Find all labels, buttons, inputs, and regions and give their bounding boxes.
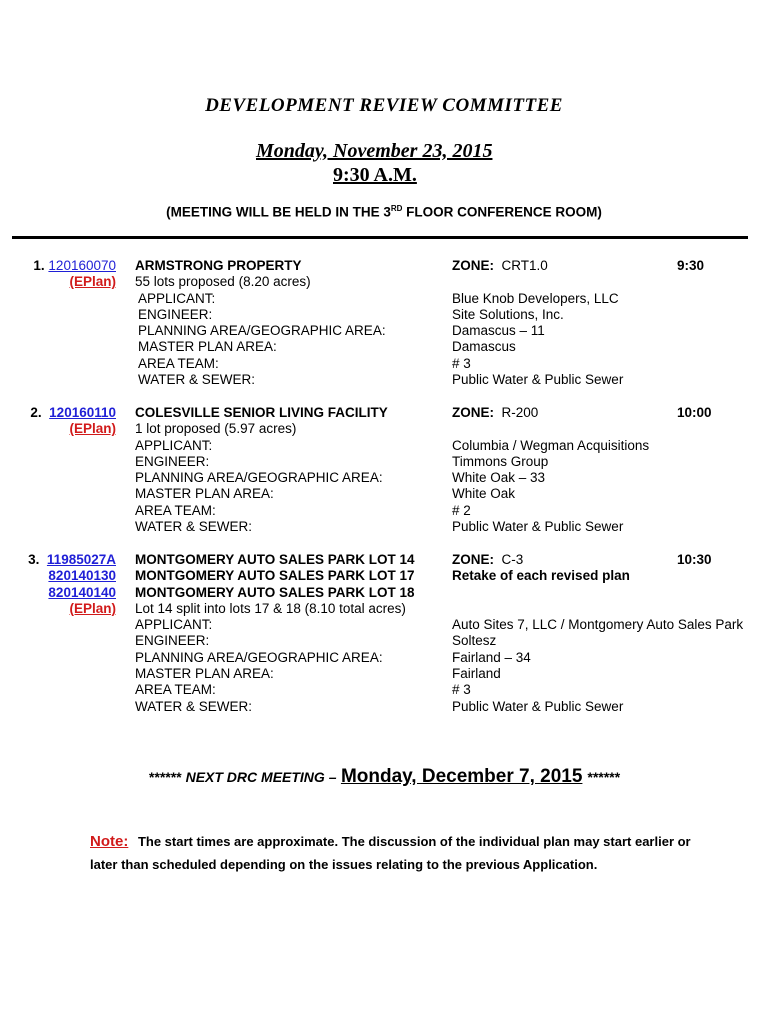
- zone-label: ZONE:: [452, 258, 494, 273]
- stars-left: ******: [148, 769, 182, 785]
- plan-number-link[interactable]: 820140140: [48, 584, 116, 600]
- engineer-value: Site Solutions, Inc.: [452, 306, 564, 322]
- item-values: [452, 552, 762, 715]
- next-meeting-label: NEXT DRC MEETING –: [185, 769, 337, 785]
- location-text: (MEETING WILL BE HELD IN THE 3: [166, 204, 391, 220]
- zone-label: ZONE:: [452, 405, 494, 420]
- area-team-value: # 3: [452, 355, 471, 371]
- label-planning-area: PLANNING AREA/GEOGRAPHIC AREA:: [138, 323, 386, 339]
- master-plan-value: Damascus: [452, 339, 516, 355]
- area-team-value: # 3: [452, 682, 471, 698]
- applicant-value: Blue Knob Developers, LLC: [452, 290, 619, 306]
- zone-label: ZONE:: [452, 552, 494, 567]
- planning-area-value: Damascus – 11: [452, 323, 545, 339]
- meeting-date: Monday, November 23, 2015: [256, 140, 493, 162]
- location-text-end: FLOOR CONFERENCE ROOM): [402, 204, 602, 220]
- start-time: 10:30: [677, 552, 712, 567]
- label-engineer: ENGINEER:: [135, 633, 210, 649]
- eplan-link[interactable]: (EPlan): [69, 274, 116, 290]
- label-area-team: AREA TEAM:: [135, 682, 216, 698]
- label-master-plan: MASTER PLAN AREA:: [138, 339, 277, 355]
- project-name: ARMSTRONG PROPERTY: [135, 258, 302, 273]
- engineer-value: Soltesz: [452, 633, 497, 649]
- master-plan-value: White Oak: [452, 486, 516, 502]
- item-values: [452, 405, 762, 535]
- water-sewer-value: Public Water & Public Sewer: [452, 519, 624, 535]
- label-area-team: AREA TEAM:: [135, 502, 216, 518]
- area-team-value: # 2: [452, 502, 471, 518]
- plan-number-link[interactable]: 120160070: [48, 258, 116, 273]
- item-values: [452, 258, 762, 388]
- note-label: Note:: [90, 833, 129, 850]
- project-description: Lot 14 split into lots 17 & 18 (8.10 total acres): [135, 600, 406, 616]
- item-number-block: [0, 258, 116, 291]
- label-water-sewer: WATER & SEWER:: [135, 519, 253, 535]
- item-details: [135, 258, 445, 388]
- project-name: MONTGOMERY AUTO SALES PARK LOT 14: [135, 552, 415, 567]
- project-description: 1 lot proposed (5.97 acres): [135, 421, 297, 437]
- label-water-sewer: WATER & SEWER:: [138, 372, 256, 388]
- water-sewer-value: Public Water & Public Sewer: [452, 698, 624, 714]
- planning-area-value: Fairland – 34: [452, 649, 531, 665]
- water-sewer-value: Public Water & Public Sewer: [452, 372, 624, 388]
- next-meeting-date: Monday, December 7, 2015: [340, 766, 583, 787]
- label-planning-area: PLANNING AREA/GEOGRAPHIC AREA:: [135, 649, 383, 665]
- label-engineer: ENGINEER:: [138, 306, 213, 322]
- label-engineer: ENGINEER:: [135, 453, 210, 469]
- item-number-block: [0, 405, 116, 438]
- zone-value: CRT1.0: [501, 258, 548, 273]
- label-water-sewer: WATER & SEWER:: [135, 698, 253, 714]
- label-applicant: APPLICANT:: [138, 290, 216, 306]
- start-time: 9:30: [677, 258, 705, 273]
- eplan-link[interactable]: (EPlan): [69, 421, 116, 437]
- label-planning-area: PLANNING AREA/GEOGRAPHIC AREA:: [135, 470, 383, 486]
- project-name: MONTGOMERY AUTO SALES PARK LOT 17: [135, 568, 415, 584]
- label-applicant: APPLICANT:: [135, 437, 213, 453]
- label-master-plan: MASTER PLAN AREA:: [135, 486, 274, 502]
- zone-note: Retake of each revised plan: [452, 568, 630, 584]
- label-applicant: APPLICANT:: [135, 617, 213, 633]
- location-superscript: RD: [390, 204, 403, 213]
- engineer-value: Timmons Group: [452, 453, 549, 469]
- item-number: 2.: [30, 405, 42, 420]
- plan-number-link[interactable]: 11985027A: [46, 552, 116, 567]
- label-area-team: AREA TEAM:: [138, 355, 219, 371]
- meeting-time: 9:30 A.M.: [333, 164, 417, 186]
- item-details: [135, 405, 445, 535]
- project-description: 55 lots proposed (8.20 acres): [135, 274, 311, 290]
- item-number-block: [0, 552, 116, 617]
- item-details: [135, 552, 445, 715]
- next-meeting: [0, 766, 768, 788]
- zone-value: C-3: [501, 552, 524, 567]
- eplan-link[interactable]: (EPlan): [69, 600, 116, 616]
- project-name: COLESVILLE SENIOR LIVING FACILITY: [135, 405, 388, 420]
- item-number: 3.: [28, 552, 40, 567]
- item-number: 1.: [33, 258, 45, 273]
- master-plan-value: Fairland: [452, 666, 501, 682]
- zone-value: R-200: [501, 405, 539, 420]
- meeting-location: [0, 204, 768, 220]
- project-name: MONTGOMERY AUTO SALES PARK LOT 18: [135, 584, 415, 600]
- stars-right: ******: [586, 769, 620, 785]
- plan-number-link[interactable]: 820140130: [48, 568, 116, 584]
- label-master-plan: MASTER PLAN AREA:: [135, 666, 274, 682]
- note-block: [90, 830, 710, 876]
- applicant-value: Columbia / Wegman Acquisitions: [452, 437, 650, 453]
- page-title: DEVELOPMENT REVIEW COMMITTEE: [205, 95, 563, 116]
- planning-area-value: White Oak – 33: [452, 470, 546, 486]
- divider-rule: [12, 236, 748, 239]
- plan-number-link[interactable]: 120160110: [49, 405, 116, 420]
- applicant-value: Auto Sites 7, LLC / Montgomery Auto Sales Park: [452, 617, 744, 633]
- note-text: The start times are approximate. The discussion of the individual plan may start earlier or later than scheduled depending on the issues relating to the previous Application.: [90, 834, 691, 872]
- start-time: 10:00: [677, 405, 712, 420]
